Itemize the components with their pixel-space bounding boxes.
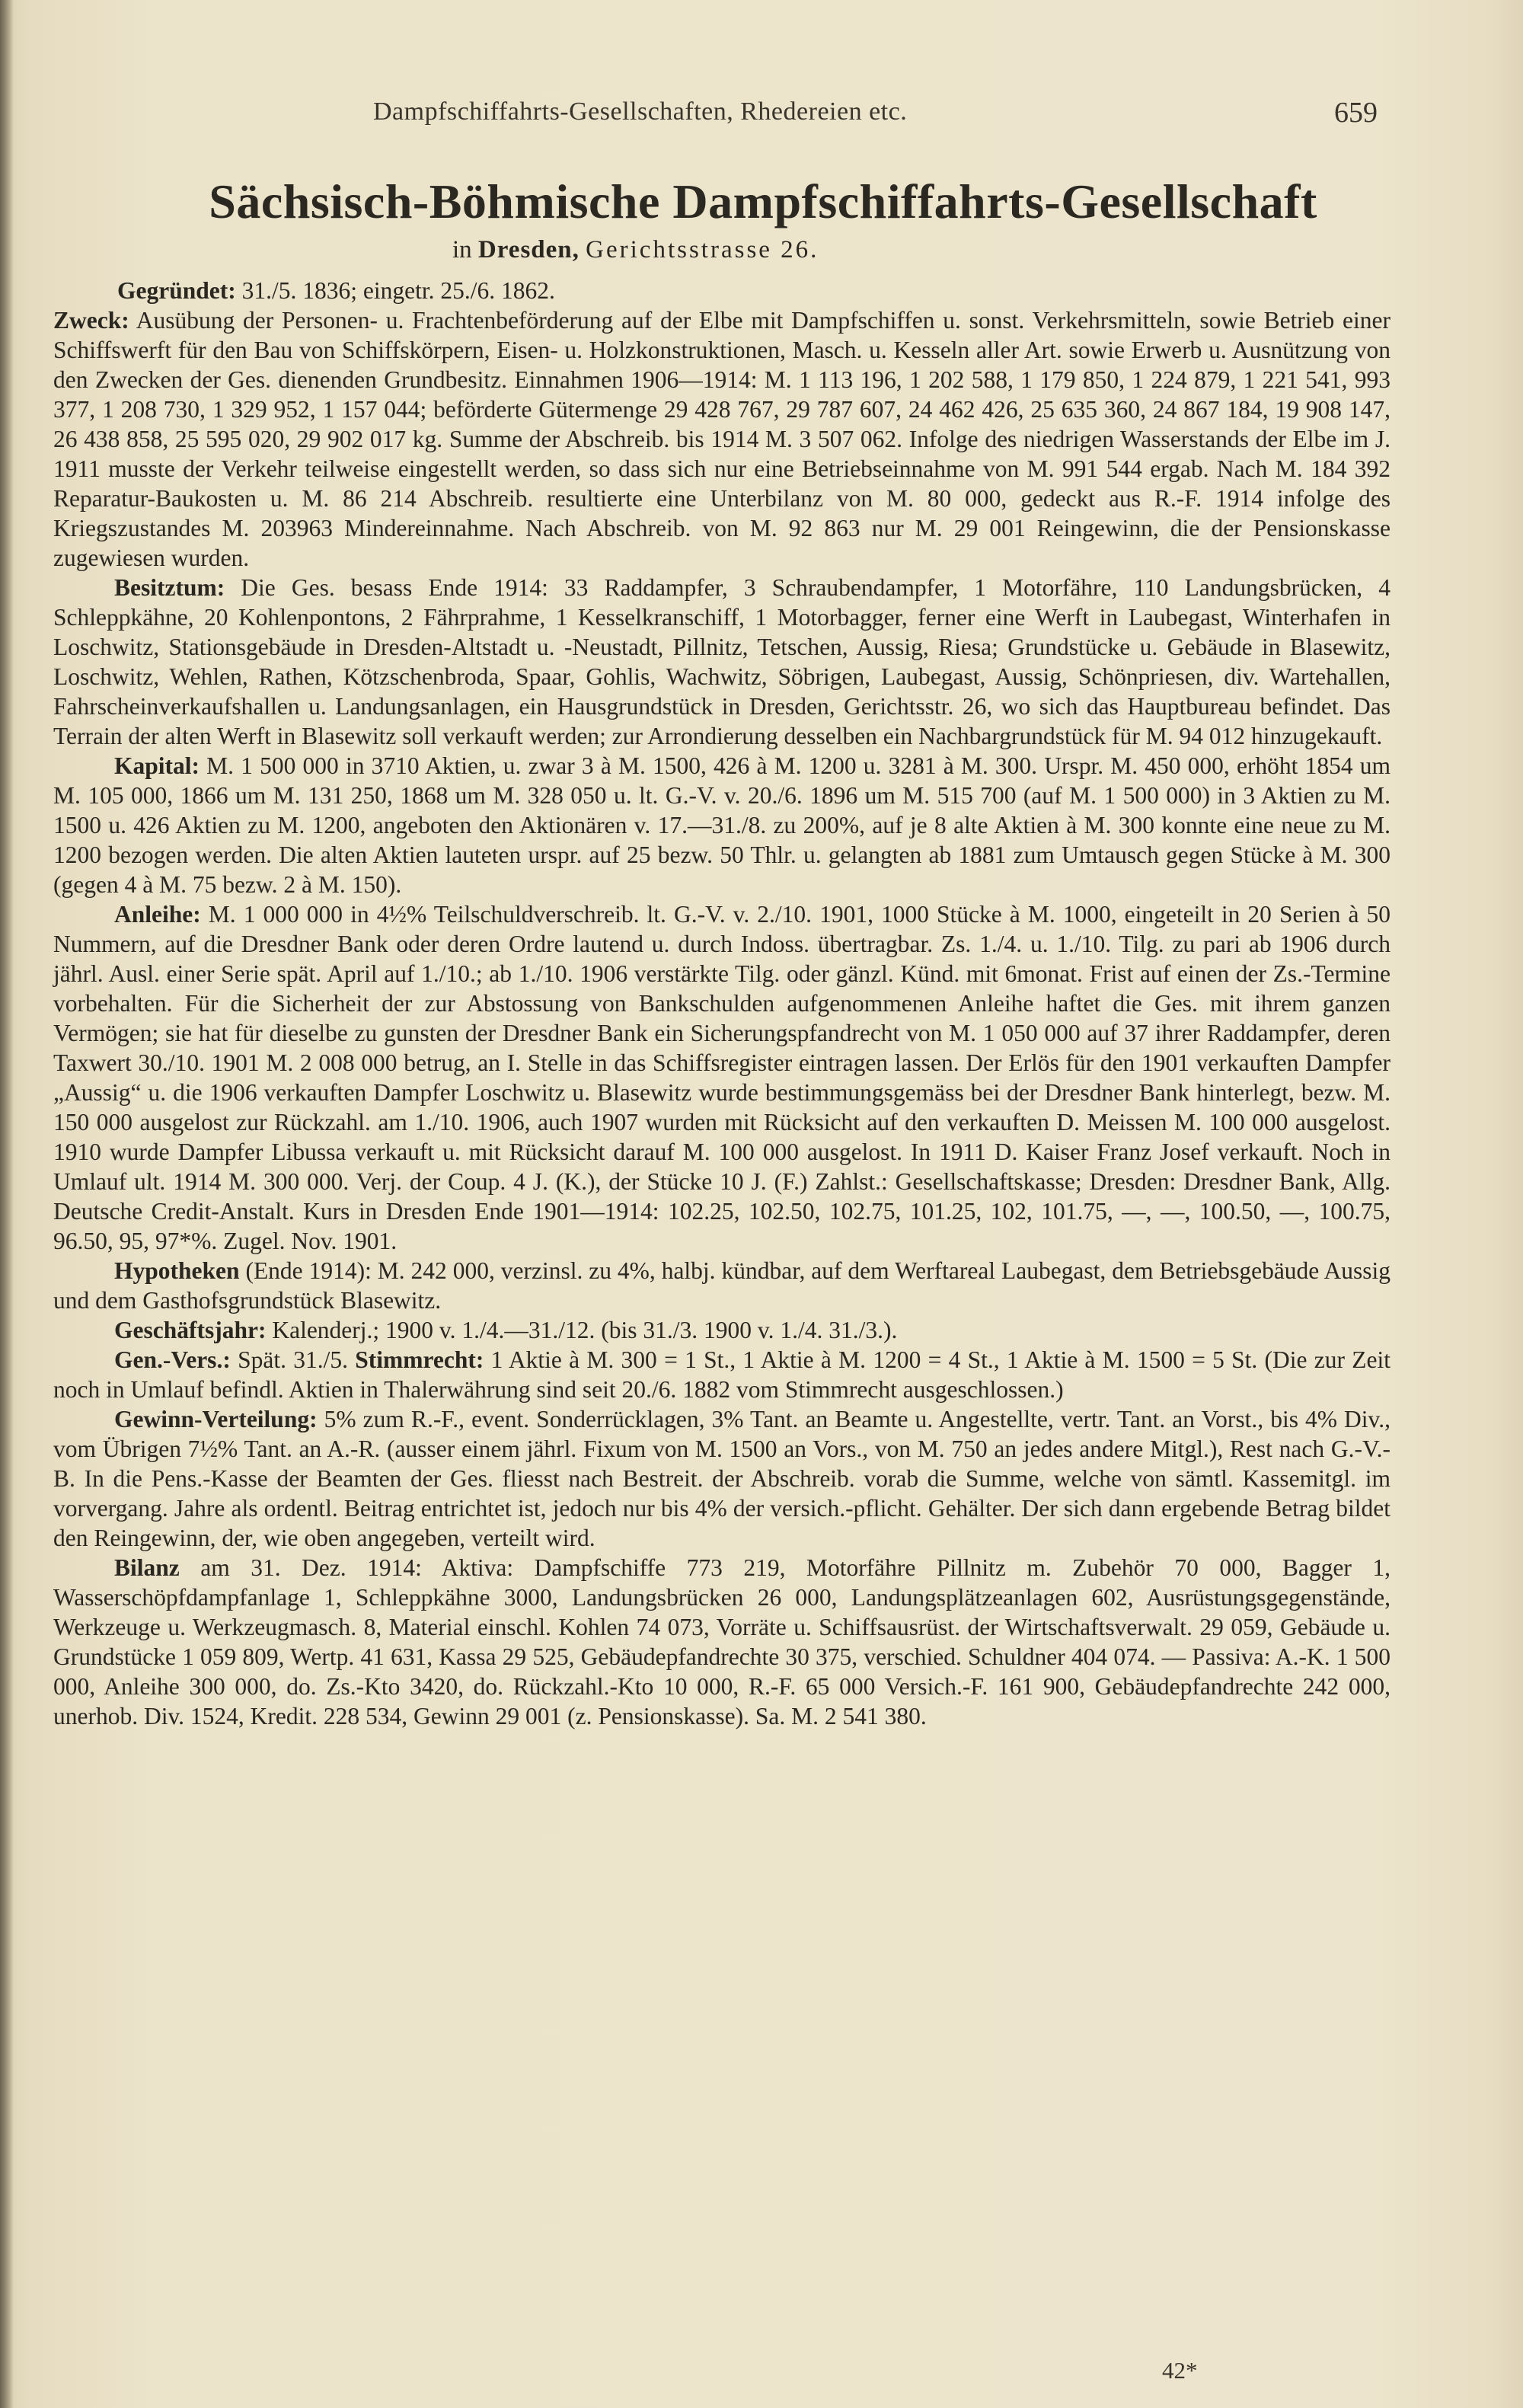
section-gen-vers (53, 1345, 1390, 1404)
section-label: Gewinn-Verteilung: (114, 1406, 318, 1432)
section-geschaeftsjahr (53, 1315, 1390, 1345)
section-text: Spät. 31./5. (230, 1346, 356, 1373)
section-zweck (53, 305, 1390, 573)
address-city: Dresden, (477, 236, 580, 263)
section-text: M. 1 000 000 in 4½% Teilschuldverschreib. lt. G.-V. v. 2./10. 1901, 1000 Stücke à M. 1000, eingeteilt in 20 Serien à 50 Nummern, auf die Dresdner Bank oder deren Ordre lautend u. durch Indoss. übertragbar. Zs. 1./4. u. 1./10. Tilg. zu pari ab 1906 durch jährl. Ausl. einer Serie spät. April auf 1./10.; ab 1./10. 1906 verstärkte Tilg. oder gänzl. Künd. mit 6monat. Frist auf einen der Zs.-Termine vorbehalten. Für die Sicherheit der zur Abstossung von Bankschulden aufgenommenen Anleihe haftet die Ges. mit ihrem ganzen Vermögen; sie hat für dieselbe zu gunsten der Dresdner Bank ein Sicherungspfandrecht von M. 1 050 000 auf 37 ihrer Raddampfer, deren Taxwert 30./10. 1901 M. 2 008 000 betrug, an I. Stelle in das Schiffsregister eintragen lassen. Der Erlös für den 1901 verkauften Dampfer „Aussig“ u. die 1906 verkauften Dampfer Loschwitz u. Blasewitz wurde bestimmungsgemäss bei der Dresdner Bank hinterlegt, bezw. M. 150 000 ausgelost zur Rückzahl. am 1./10. 1906, auch 1907 wurden mit Rücksicht auf den verkauften D. Meissen M. 100 000 ausgelost. 1910 wurde Dampfer Libussa verkauft u. mit Rücksicht darauf M. 100 000 ausgelost. In 1911 D. Kaiser Franz Josef verkauft. Noch in Umlauf ult. 1914 M. 300 000. Verj. der Coup. 4 J. (K.), der Stücke 10 J. (F.) Zahlst.: Gesellschaftskasse; Dresden: Dresdner Bank, Allg. Deutsche Credit-Anstalt. Kurs in Dresden Ende 1901—1914: 102.25, 102.50, 102.75, 101.25, 102, 101.75, —, —, 100.50, —, 100.75, 96.50, 95, 97*%. Zugel. Nov. 1901. (53, 901, 1390, 1254)
section-text: (Ende 1914): M. 242 000, verzinsl. zu 4%, halbj. kündbar, auf dem Werftareal Laubegast, dem Betriebsgebäude Aussig und dem Gasthofsgrundstück Blasewitz. (53, 1257, 1390, 1314)
section-text: Kalenderj.; 1900 v. 1./4.—31./12. (bis 31./3. 1900 v. 1./4. 31./3.). (266, 1317, 898, 1343)
section-text: Ausübung der Personen- u. Frachtenbeförderung auf der Elbe mit Dampfschiffen u. sonst. Verkehrsmitteln, sowie Betrieb einer Schiffswerft für den Bau von Schiffskörpern, Eisen- u. Holzkonstruktionen, Masch. u. Kesseln aller Art. sowie Erwerb u. Ausnützung von den Zwecken der Ges. dienenden Grundbesitz. Einnahmen 1906—1914: M. 1 113 196, 1 202 588, 1 179 850, 1 224 879, 1 221 541, 993 377, 1 208 730, 1 329 952, 1 157 044; beförderte Gütermenge 29 428 767, 29 787 607, 24 462 426, 25 635 360, 24 867 184, 19 908 147, 26 438 858, 25 595 020, 29 902 017 kg. Summe der Abschreib. bis 1914 M. 3 507 062. Infolge des niedrigen Wasserstands der Elbe im J. 1911 musste der Verkehr teilweise eingestellt werden, so dass sich nur eine Betriebseinnahme von M. 991 544 ergab. Nach M. 184 392 Reparatur-Baukosten u. M. 86 214 Abschreib. resultierte eine Unterbilanz von M. 80 000, gedeckt aus R.-F. 1914 infolge des Kriegszustandes M. 203963 Mindereinnahme. Nach Abschreib. von M. 92 863 nur M. 29 001 Reingewinn, die der Pensionskasse zugewiesen wurden. (53, 307, 1390, 571)
section-label: Kapital: (114, 752, 200, 779)
section-text: M. 1 500 000 in 3710 Aktien, u. zwar 3 à M. 1500, 426 à M. 1200 u. 3281 à M. 300. Urspr. M. 450 000, erhöht 1854 um M. 105 000, 1866 um M. 131 250, 1868 um M. 328 050 u. lt. G.-V. v. 20./6. 1896 um M. 515 700 (auf M. 1 500 000) in 3 Aktien zu M. 1500 u. 426 Aktien zu M. 1200, angeboten den Aktionären v. 17.—31./8. zu 200%, auf je 8 alte Aktien à M. 300 konnte eine neue zu M. 1200 bezogen werden. Die alten Aktien lauteten urspr. auf 25 bezw. 50 Thlr. u. gelangten ab 1881 zum Umtausch gegen Stücke à M. 300 (gegen 4 à M. 75 bezw. 2 à M. 150). (53, 752, 1390, 898)
section-label: Bilanz (114, 1554, 180, 1581)
section-kapital (53, 751, 1390, 899)
section-bilanz (53, 1553, 1390, 1731)
article-body (53, 276, 1390, 1731)
section-gegruendet (53, 276, 1390, 305)
address-street: Gerichtsstrasse 26. (586, 236, 819, 263)
section-label: Besitztum: (114, 574, 225, 601)
section-label: Anleihe: (114, 901, 201, 928)
section-anleihe (53, 899, 1390, 1256)
page-title: Sächsisch-Böhmische Dampfschiffahrts-Gesellschaft (209, 174, 1317, 228)
page-binding-edge (0, 0, 14, 2408)
section-text: am 31. Dez. 1914: Aktiva: Dampfschiffe 773 219, Motorfähre Pillnitz m. Zubehör 70 000, Bagger 1, Wasserschöpfdampfanlage 1, Schleppkähne 3000, Landungsbrücken 26 000, Landungsplätzeanlagen 602, Ausrüstungsgegenstände, Werkzeuge u. Werkzeugmasch. 8, Material einschl. Kohlen 74 073, Vorräte u. Schiffsausrüst. der Wirtschaftsverwalt. 29 059, Gebäude u. Grundstücke 1 059 809, Wertp. 41 631, Kassa 29 525, Gebäudepfandrechte 30 375, verschied. Schuldner 404 074. — Passiva: A.-K. 1 500 000, Anleihe 300 000, do. Zs.-Kto 3420, do. Rückzahl.-Kto 10 000, R.-F. 65 000 Versich.-F. 161 900, Gebäudepfandrechte 242 000, unerhob. Div. 1524, Kredit. 228 534, Gewinn 29 001 (z. Pensionskasse). Sa. M. 2 541 380. (53, 1554, 1390, 1729)
section-label-stimmrecht: Stimmrecht: (355, 1346, 484, 1373)
section-text-stimmrecht: 1 Aktie à M. 300 = 1 St., 1 Aktie à M. 1200 = 4 St., 1 Aktie à M. 1500 = 5 St. (Die zur Zeit noch in Umlauf befindl. Aktien in Thalerwährung sind seit 20./6. 1882 vom Stimmrecht ausgeschlossen.) (53, 1346, 1390, 1403)
address-line (452, 236, 819, 264)
section-text: 5% zum R.-F., event. Sonderrücklagen, 3% Tant. an Beamte u. Angestellte, vertr. Tant. an Vorst., bis 4% Div., vom Übrigen 7½% Tant. an A.-R. (ausser einem jährl. Fixum von M. 1500 an Vors., von M. 750 an jedes andere Mitgl.), Rest nach G.-V.-B. In die Pens.-Kasse der Beamten der Ges. fliesst nach Bestreit. der Abschreib. vorab die Summe, welche von sämtl. Kassemitgl. im vorvergang. Jahre als ordentl. Beitrag entrichtet ist, jedoch nur bis 4% der versich.-pflicht. Gehälter. Der sich dann ergebende Betrag bildet den Reingewinn, der, wie oben angegeben, verteilt wird. (53, 1406, 1390, 1551)
section-text: 31./5. 1836; eingetr. 25./6. 1862. (235, 277, 555, 304)
page-number: 659 (1334, 97, 1378, 129)
section-hypotheken (53, 1256, 1390, 1315)
section-text: Die Ges. besass Ende 1914: 33 Raddampfer, 3 Schraubendampfer, 1 Motorfähre, 110 Landungsbrücken, 4 Schleppkähne, 20 Kohlenpontons, 2 Fährprahme, 1 Kesselkranschiff, 1 Motorbagger, ferner eine Werft in Laubegast, Winterhafen in Loschwitz, Stationsgebäude in Dresden-Altstadt u. -Neustadt, Pillnitz, Tetschen, Aussig, Riesa; Grundstücke u. Gebäude in Blasewitz, Loschwitz, Wehlen, Rathen, Kötzschenbroda, Spaar, Gohlis, Wachwitz, Söbrigen, Laubegast, Aussig, Schönpriesen, div. Wartehallen, Fahrscheinverkaufshallen u. Landungsanlagen, ein Hausgrundstück in Dresden, Gerichtsstr. 26, wo sich das Hauptbureau befindet. Das Terrain der alten Werft in Blasewitz soll verkauft werden; zur Arrondierung desselben ein Nachbargrundstück für M. 94 012 hinzugekauft. (53, 574, 1390, 749)
section-besitztum (53, 573, 1390, 751)
section-label: Hypotheken (114, 1257, 240, 1284)
section-label: Gegründet: (117, 277, 236, 304)
section-label: Gen.-Vers.: (114, 1346, 231, 1373)
section-label: Geschäftsjahr: (114, 1317, 267, 1343)
signature-mark: 42* (1162, 2357, 1198, 2384)
section-gewinn-verteilung (53, 1404, 1390, 1553)
address-prefix: in (452, 236, 472, 263)
section-label: Zweck: (53, 307, 129, 334)
running-head: Dampfschiffahrts-Gesellschaften, Rhedereien etc. (373, 97, 908, 126)
